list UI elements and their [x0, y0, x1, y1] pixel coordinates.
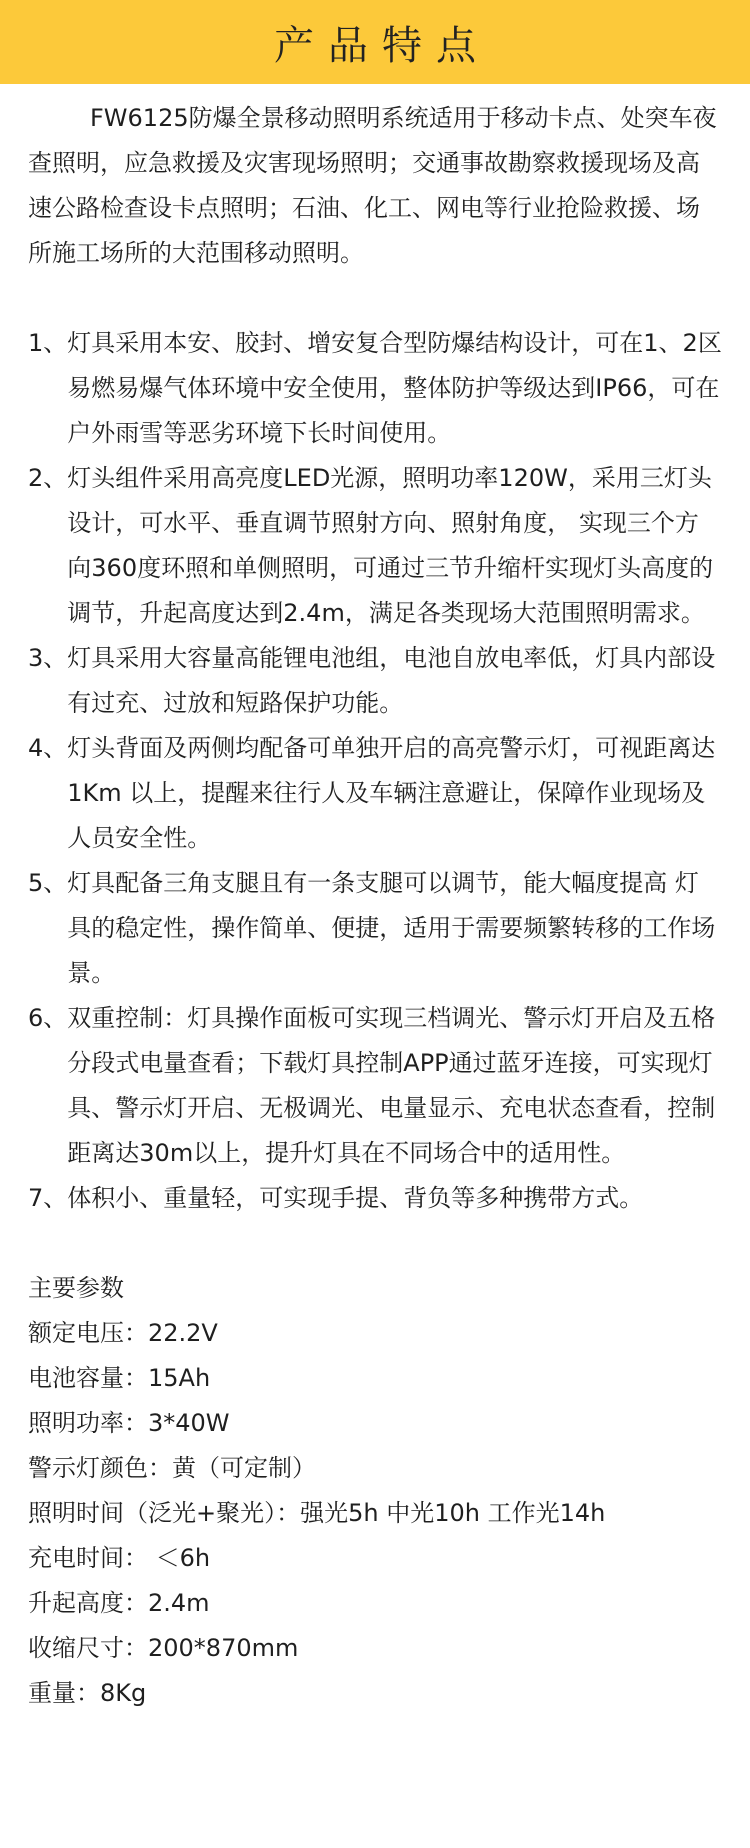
feature-text: 双重控制：灯具操作面板可实现三档调光、警示灯开启及五格分段式电量查看；下载灯具控制APP通过蓝牙连接，可实现灯具、警示灯开启、无极调光、电量显示、充电状态查看，控制距离达30m以上，提升灯具在不同场合中的适用性。	[67, 1004, 716, 1167]
feature-text: 灯具采用大容量高能锂电池组，电池自放电率低，灯具内部设有过充、过放和短路保护功能。	[67, 644, 716, 717]
content-area	[0, 84, 750, 1716]
feature-number: 3、	[28, 644, 68, 672]
param-lighting-time: 照明时间（泛光+聚光）：强光5h 中光10h 工作光14h	[28, 1499, 606, 1527]
feature-item-4	[28, 726, 722, 861]
param-weight: 重量：8Kg	[28, 1679, 147, 1707]
param-folded-size: 收缩尺寸：200*870mm	[28, 1634, 299, 1662]
params-list	[28, 1311, 722, 1716]
feature-number: 7、	[28, 1184, 68, 1212]
feature-item-5	[28, 861, 722, 996]
feature-number: 4、	[28, 734, 68, 762]
feature-item-3	[28, 636, 722, 726]
header-banner	[0, 0, 750, 84]
feature-list	[28, 321, 722, 1221]
feature-text: 体积小、重量轻，可实现手提、背负等多种携带方式。	[67, 1184, 644, 1212]
feature-item-7	[28, 1176, 722, 1221]
param-battery-capacity: 电池容量：15Ah	[28, 1364, 211, 1392]
param-lighting-power: 照明功率：3*40W	[28, 1409, 230, 1437]
param-rated-voltage: 额定电压：22.2V	[28, 1319, 218, 1347]
param-charging-time: 充电时间： ＜6h	[28, 1544, 211, 1572]
param-warning-light-color: 警示灯颜色：黄（可定制）	[28, 1454, 316, 1482]
feature-item-6	[28, 996, 722, 1176]
feature-number: 6、	[28, 1004, 68, 1032]
param-lift-height: 升起高度：2.4m	[28, 1589, 210, 1617]
feature-text: 灯具采用本安、胶封、增安复合型防爆结构设计，可在1、2区易燃易爆气体环境中安全使用，整体防护等级达到IP66，可在户外雨雪等恶劣环境下长时间使用。	[67, 329, 722, 447]
feature-item-1	[28, 321, 722, 456]
page-title: 产品特点	[274, 22, 490, 69]
feature-text: 灯具配备三角支腿且有一条支腿可以调节，能大幅度提高 灯具的稳定性，操作简单、便捷，适用于需要频繁转移的工作场景。	[67, 869, 716, 987]
feature-item-2	[28, 456, 722, 636]
params-heading: 主要参数	[28, 1274, 124, 1302]
intro-paragraph: FW6125防爆全景移动照明系统适用于移动卡点、处突车夜查照明，应急救援及灾害现场照明；交通事故勘察救援现场及高速公路检查设卡点照明；石油、化工、网电等行业抢险救援、场所施工场所的大范围移动照明。	[28, 104, 717, 267]
feature-number: 2、	[28, 464, 68, 492]
section-gap	[28, 276, 722, 321]
feature-number: 5、	[28, 869, 68, 897]
feature-text: 灯头组件采用高亮度LED光源，照明功率120W，采用三灯头设计，可水平、垂直调节照射方向、照射角度， 实现三个方向360度环照和单侧照明，可通过三节升缩杆实现灯头高度的调节，升起高度达到2.4m，满足各类现场大范围照明需求。	[67, 464, 714, 627]
section-gap	[28, 1221, 722, 1266]
feature-number: 1、	[28, 329, 68, 357]
feature-text: 灯头背面及两侧均配备可单独开启的高亮警示灯，可视距离达1Km 以上，提醒来往行人及车辆注意避让，保障作业现场及人员安全性。	[67, 734, 716, 852]
